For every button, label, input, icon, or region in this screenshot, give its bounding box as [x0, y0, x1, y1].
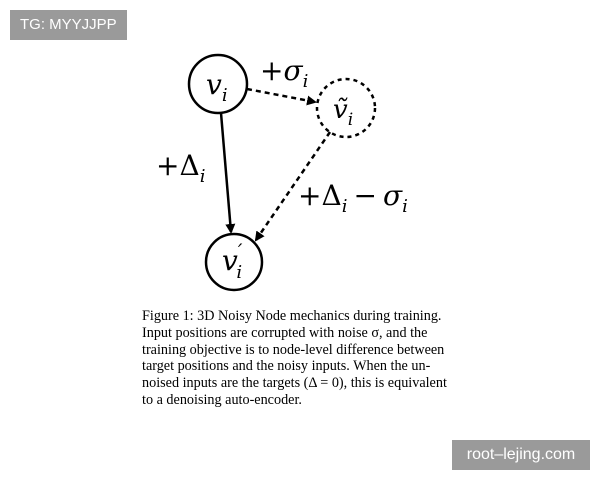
edge-noise-label: $+\sigma_i$	[260, 54, 309, 92]
figure-caption: Figure 1: 3D Noisy Node mechanics during training. Input positions are corrupted with noise σ, and the training objective is to node-level difference between target positions and the noisy inputs. When the un-noised inputs are the targets (Δ = 0), this is equivalent to a denoising auto-encoder.	[142, 308, 447, 408]
watermark-top-left: TG: MYYJJPP	[10, 10, 127, 40]
edge-delta-arrow	[221, 113, 231, 232]
edge-residual-label: $+\Delta_i - \sigma_i$	[298, 179, 408, 217]
node-v-label: $v_i$	[206, 68, 228, 106]
watermark-bottom-right: root–lejing.com	[452, 440, 590, 470]
edge-delta-label: $+\Delta_i$	[156, 149, 206, 187]
node-v-prime-label: v′ i	[222, 239, 243, 283]
node-v-tilde-label: ṽ$_i$	[333, 95, 354, 130]
